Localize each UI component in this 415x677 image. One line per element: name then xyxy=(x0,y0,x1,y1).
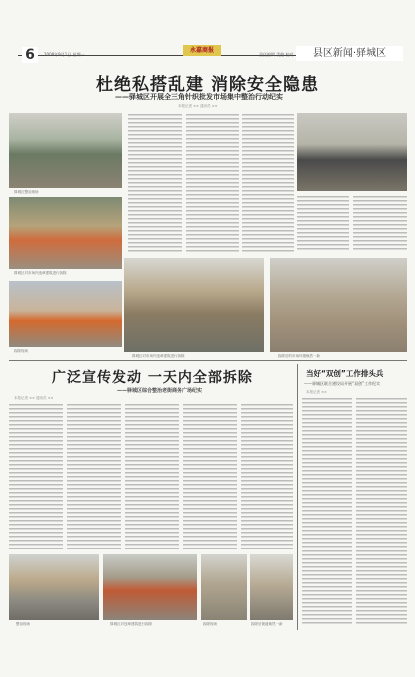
article1-text-col5 xyxy=(353,196,407,252)
section-title: 县区新闻·驿城区 xyxy=(296,46,403,61)
article2-text-col4 xyxy=(183,404,237,549)
article1-text-col4 xyxy=(297,196,349,252)
article1-text-col2 xyxy=(186,114,239,254)
photo-caption: 驿城区整治现场 xyxy=(14,190,39,194)
article2-byline: 本报记者 ×× 通讯员 ×× xyxy=(14,396,54,400)
article1-text-col1 xyxy=(128,114,182,254)
photo-excavators xyxy=(9,281,122,347)
article3-byline: 本报记者 ×× xyxy=(306,390,327,394)
photo-caption: 拆除现场 xyxy=(14,349,28,353)
photo-caption: 拆除后街道焕然一新 xyxy=(251,622,283,626)
photo-excavator-rubble xyxy=(103,554,197,620)
article3-headline: 当好“双创”工作排头兵 xyxy=(306,369,384,378)
date-line: 2008年9月1日 星期一 xyxy=(44,52,85,57)
photo-street-view xyxy=(250,554,293,620)
photo-demolition-site xyxy=(9,197,122,269)
article1-text-col3 xyxy=(242,114,294,254)
photo-caption: 整治现场 xyxy=(16,622,30,626)
photo-officials xyxy=(297,113,407,191)
article1-byline: 本报记者 ×× 通讯员 ×× xyxy=(178,104,218,108)
article3-subheadline: ——驿城区联合建设局开展“双创”工作纪实 xyxy=(304,381,381,386)
article1-subheadline: ——驿城区开展全三角针织批发市场集中整治行动纪实 xyxy=(115,93,283,101)
photo-cleared-street xyxy=(270,258,407,352)
article1-headline: 杜绝私搭乱建 消除安全隐患 xyxy=(96,75,319,95)
article2-text-col3 xyxy=(125,404,179,549)
column-divider xyxy=(297,364,298,630)
photo-storefront xyxy=(201,554,247,620)
photo-caption: 驿城区对市场内违章建筑进行拆除 xyxy=(132,354,185,358)
article3-text-col2 xyxy=(356,398,407,626)
page-number: 6 xyxy=(22,47,38,63)
photo-caption: 拆除后的市场环境焕然一新 xyxy=(278,354,320,358)
article3-text-col1 xyxy=(302,398,352,626)
article2-subheadline: ——驿城区综合整治老街商务广场纪实 xyxy=(117,388,203,394)
photo-caption: 驿城区对违章建筑进行拆除 xyxy=(110,622,152,626)
photo-caption: 驿城区对市场内违章建筑进行拆除 xyxy=(14,271,67,275)
photo-market-street xyxy=(124,258,264,352)
photo-building-demolition xyxy=(9,554,99,620)
section-divider xyxy=(9,360,407,361)
article2-text-col2 xyxy=(67,404,121,549)
editor-line: 责任编辑 美编 校对 xyxy=(259,52,294,57)
paper-logo: 永嘉商报 xyxy=(183,45,221,56)
article2-text-col1 xyxy=(9,404,63,549)
article2-text-col5 xyxy=(241,404,293,549)
article2-headline: 广泛宣传发动 一天内全部拆除 xyxy=(52,370,253,386)
photo-crowd-inspection xyxy=(9,113,122,188)
photo-caption: 拆除现场 xyxy=(203,622,217,626)
